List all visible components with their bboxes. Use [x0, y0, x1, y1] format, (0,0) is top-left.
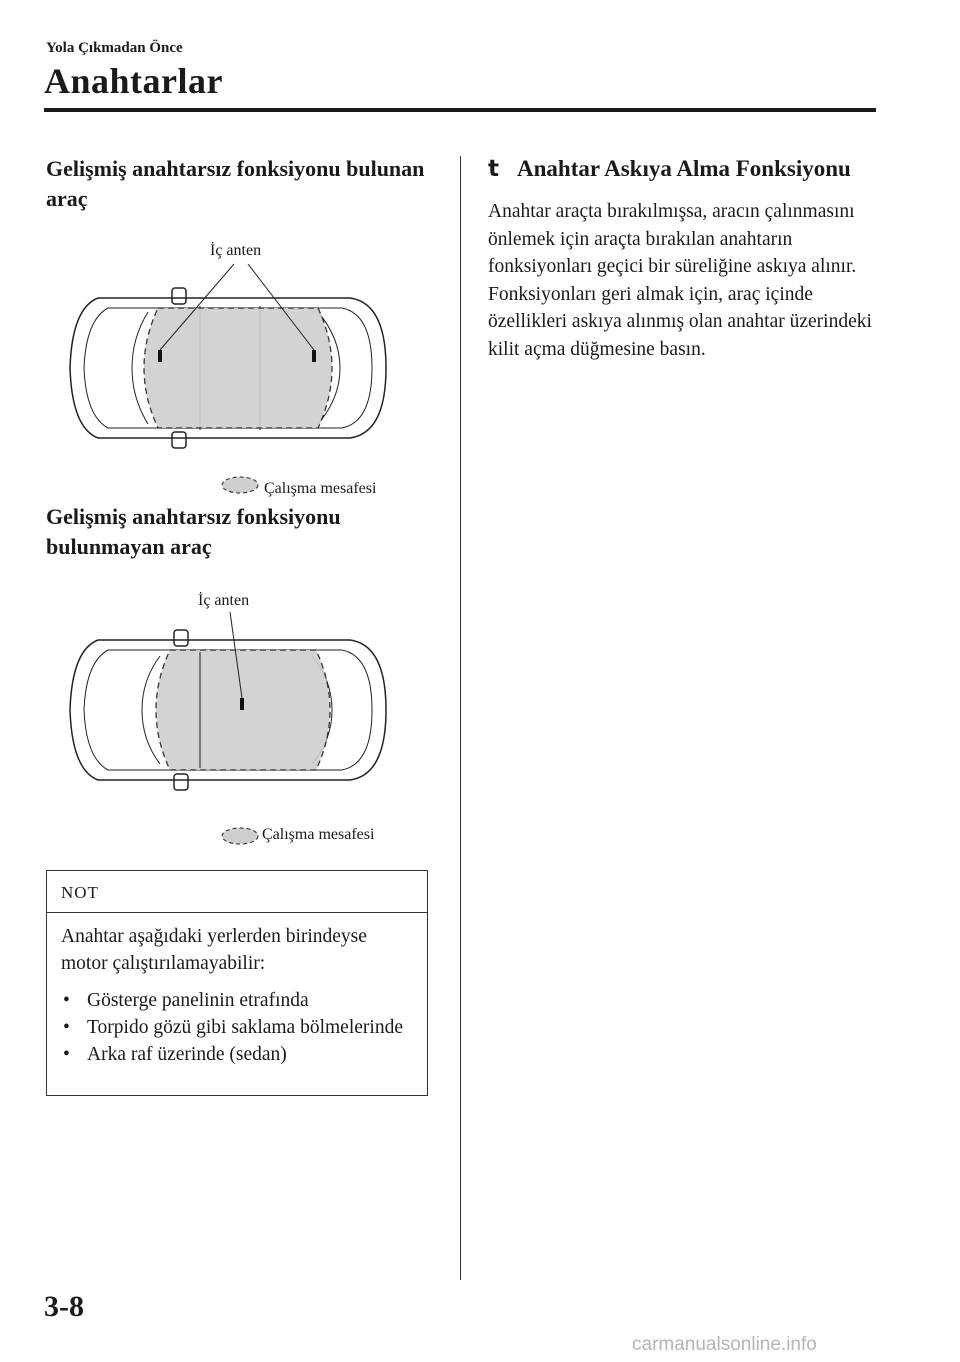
section-label: Yola Çıkmadan Önce: [46, 40, 183, 56]
mirror-top: [172, 288, 186, 304]
title-rule: [44, 108, 876, 112]
watermark: carmanualsonline.info: [632, 1334, 817, 1355]
note-list: [61, 987, 413, 1068]
note-list-item: • Gösterge panelinin etrafında: [61, 987, 413, 1014]
mirror-bottom: [174, 774, 188, 790]
note-body: [47, 913, 427, 1078]
key-suspend-heading-text: Anahtar Askıya Alma Fonksiyonu: [517, 156, 851, 181]
note-box: [46, 870, 428, 1096]
range-legend-icon: [222, 828, 258, 844]
page-number: 3-8: [44, 1290, 84, 1323]
range-label-bottom: Çalışma mesafesi: [262, 826, 375, 843]
column-divider: [460, 156, 461, 1280]
operating-range-area: [144, 308, 332, 428]
antenna-label-bottom: İç anten: [198, 592, 250, 609]
antenna-front: [312, 350, 316, 362]
paragraph: Fonksiyonları geri almak için, araç içinde özellikleri askıya alınmış olan anahtar üzerindeki kilit açma düğmesine basın.: [488, 283, 872, 360]
car-diagram-without-keyless: [50, 580, 410, 850]
note-list-item: • Torpido gözü gibi saklama bölmelerinde: [61, 1014, 413, 1041]
car-diagram-with-keyless: [50, 228, 410, 508]
key-suspend-heading: [488, 156, 851, 182]
range-label-top: Çalışma mesafesi: [264, 480, 377, 497]
bullet-icon: •: [63, 1017, 70, 1038]
section-marker-icon: t: [488, 156, 499, 182]
bullet-icon: •: [63, 1044, 70, 1065]
note-intro: Anahtar aşağıdaki yerlerden birindeyse motor çalıştırılamayabilir:: [61, 926, 367, 974]
antenna-label-top: İç anten: [210, 242, 262, 259]
antenna-rear: [158, 350, 162, 362]
bullet-icon: •: [63, 990, 70, 1011]
mirror-top: [174, 630, 188, 646]
note-title: NOT: [47, 871, 427, 913]
heading-with-advanced-keyless: Gelişmiş anahtarsız fonksiyonu bulunan araç: [46, 156, 425, 211]
paragraph: Anahtar araçta bırakılmışsa, aracın çalınmasını önlemek için araçta bırakılan anahtarın fonksiyonları geçici bir süreliğine askıya alınır.: [488, 201, 857, 277]
antenna-center: [240, 698, 244, 710]
note-list-item: • Arka raf üzerinde (sedan): [61, 1041, 413, 1068]
heading-without-advanced-keyless: Gelişmiş anahtarsız fonksiyonu bulunmayan araç: [46, 504, 341, 559]
range-legend-icon: [222, 477, 258, 493]
page-title: Anahtarlar: [44, 61, 223, 101]
key-suspend-body: [488, 198, 888, 363]
mirror-bottom: [172, 432, 186, 448]
